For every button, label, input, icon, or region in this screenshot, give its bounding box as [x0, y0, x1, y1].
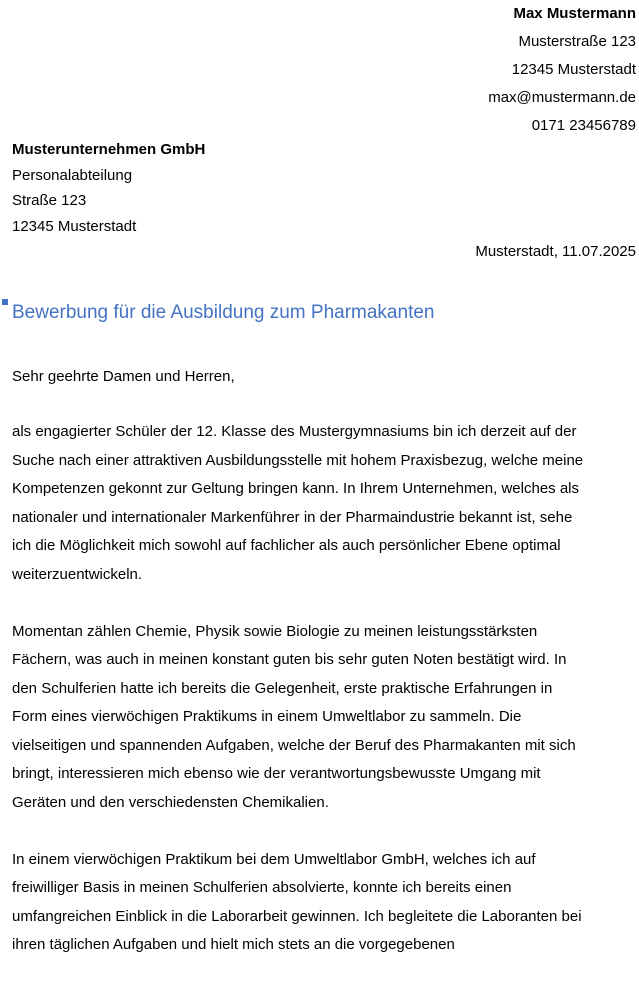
text-line: Momentan zählen Chemie, Physik sowie Biologie zu meinen leistungsstärksten: [12, 622, 538, 640]
sender-street: Musterstraße 123: [518, 33, 636, 50]
text-line: vielseitigen und spannenden Aufgaben, welche der Beruf des Pharmakanten mit sich: [12, 736, 576, 754]
sender-name: Max Mustermann: [513, 5, 636, 22]
letter-body: [12, 418, 638, 988]
text-line: bringt, interessieren mich ebenso wie der verantwortungsbewusste Umgang mit: [12, 765, 541, 782]
text-line: als engagierter Schüler der 12. Klasse des Mustergymnasiums bin ich derzeit auf der: [12, 423, 577, 440]
text-line: nationaler und internationaler Markenführer in der Pharmaindustrie bekannt ist, sehe: [12, 508, 573, 526]
text-line: den Schulferien hatte ich bereits die Gelegenheit, erste praktische Erfahrungen in: [12, 679, 553, 697]
salutation: Sehr geehrte Damen und Herren,: [12, 368, 235, 385]
text-line: Kompetenzen gekonnt zur Geltung bringen kann. In Ihrem Unternehmen, welches als: [12, 480, 579, 497]
text-line: Suche nach einer attraktiven Ausbildungsstelle mit hohem Praxisbezug, welche meine: [12, 451, 584, 469]
recipient-address-block: [12, 137, 205, 239]
body-paragraph: [12, 618, 638, 818]
letter-subject: Bewerbung für die Ausbildung zum Pharmakanten: [12, 302, 435, 323]
text-line: ich die Möglichkeit mich sowohl auf fachlicher als auch persönlicher Ebene optimal: [12, 537, 561, 554]
body-paragraph: [12, 418, 638, 589]
recipient-street: Straße 123: [12, 192, 87, 209]
recipient-city: 12345 Musterstadt: [12, 217, 137, 235]
text-line: In einem vierwöchigen Praktikum bei dem Umweltlabor GmbH, welches ich auf: [12, 850, 536, 868]
sender-email: max@mustermann.de: [488, 89, 636, 106]
text-line: ihren täglichen Aufgaben und hielt mich stets an die vorgegebenen: [12, 936, 455, 953]
sender-address-block: [488, 0, 636, 140]
text-line: Fächern, was auch in meinen konstant guten bis sehr guten Noten bestätigt wird. In: [12, 651, 567, 668]
text-line: Form eines vierwöchigen Praktikums in einem Umweltlabor zu sammeln. Die: [12, 708, 522, 725]
text-line: umfangreichen Einblick in die Laborarbeit gewinnen. Ich begleitete die Laboranten bei: [12, 907, 582, 925]
text-line: Geräten und den verschiedensten Chemikalien.: [12, 793, 329, 811]
body-paragraph: [12, 846, 638, 960]
text-line: freiwilliger Basis in meinen Schulferien absolvierte, konnte ich bereits einen: [12, 879, 512, 896]
sender-phone: 0171 23456789: [531, 117, 636, 134]
text-line: weiterzuentwickeln.: [12, 565, 143, 583]
recipient-department: Personalabteilung: [12, 166, 133, 184]
recipient-company: Musterunternehmen GmbH: [12, 141, 206, 158]
subject-marker: [2, 299, 8, 305]
sender-city: 12345 Musterstadt: [511, 61, 636, 78]
letter-date: Musterstadt, 11.07.2025: [475, 243, 636, 260]
